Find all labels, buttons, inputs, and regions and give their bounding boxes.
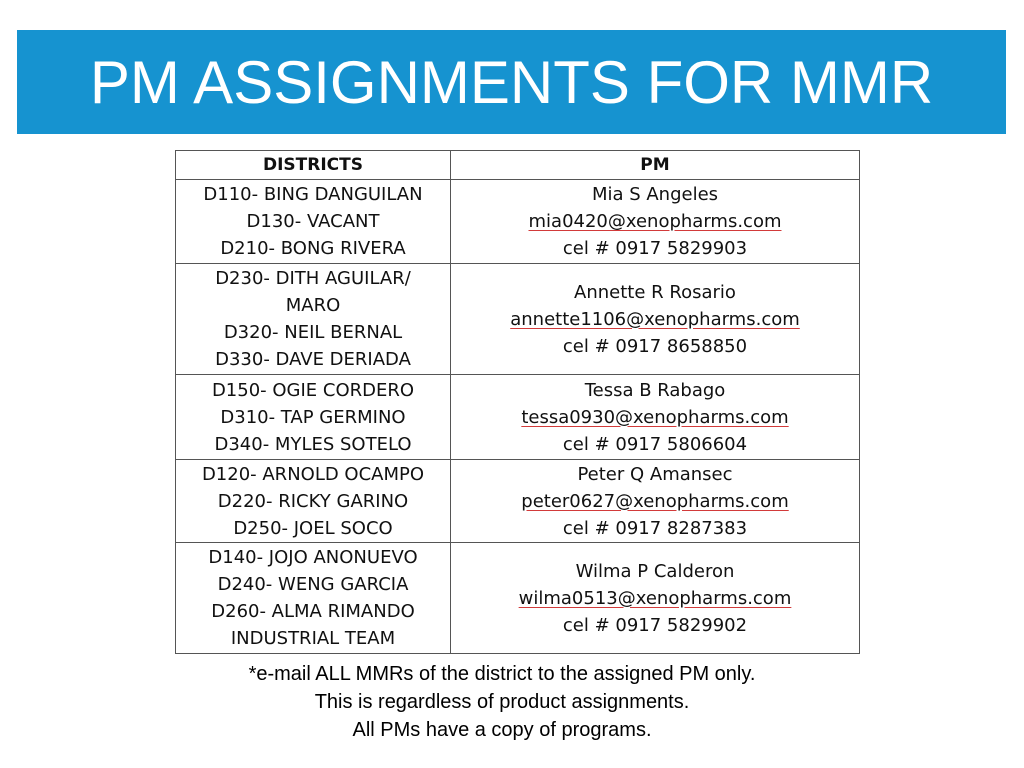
pm-cel: cel # 0917 8287383 [562,517,748,539]
pm-cell [451,264,860,375]
pm-name: Annette R Rosario [574,281,736,303]
pm-email-link[interactable]: mia0420@xenopharms.com [528,211,782,232]
footnote [0,660,1004,744]
district-line: D340- MYLES SOTELO [214,433,412,455]
pm-cell [451,180,860,264]
district-line: D140- JOJO ANONUEVO [208,547,418,568]
district-line: D310- TAP GERMINO [220,406,406,428]
pm-cell [451,375,860,460]
table-row [176,460,860,543]
district-line: D330- DAVE DERIADA [215,349,411,370]
districts-cell [176,264,451,375]
district-line: D150- OGIE CORDERO [211,379,415,401]
page-title: PM ASSIGNMENTS FOR MMR [89,48,934,116]
table-row [176,264,860,375]
pm-name: Mia S Angeles [591,184,719,205]
pm-name: Peter Q Amansec [577,463,733,485]
pm-cell [451,460,860,543]
table-header-row [176,151,860,180]
district-line: D230- DITH AGUILAR/ [215,268,411,289]
footnote-line: This is regardless of product assignments. [314,691,690,713]
assignments-table [175,150,860,654]
district-line: D320- NEIL BERNAL [223,322,403,343]
districts-cell [176,375,451,460]
pm-email-link[interactable]: wilma0513@xenopharms.com [518,587,792,609]
district-line: INDUSTRIAL TEAM [230,628,396,649]
pm-header: PM [451,151,860,180]
district-line: D120- ARNOLD OCAMPO [201,463,425,485]
pm-cel: cel # 0917 5806604 [562,433,748,455]
pm-name: Tessa B Rabago [584,379,726,401]
footnote-line: *e-mail ALL MMRs of the district to the assigned PM only. [248,663,756,685]
table-row [176,543,860,654]
pm-email-link[interactable]: annette1106@xenopharms.com [510,308,800,330]
table-row [176,375,860,460]
pm-cel: cel # 0917 5829902 [562,614,748,636]
pm-cel: cel # 0917 8658850 [562,335,748,357]
districts-cell [176,460,451,543]
districts-cell [176,180,451,264]
districts-cell [176,543,451,654]
pm-cel: cel # 0917 5829903 [562,238,748,259]
table-row [176,180,860,264]
district-line: D110- BING DANGUILAN [203,184,423,205]
districts-header: DISTRICTS [176,151,451,180]
district-line: D250- JOEL SOCO [233,517,393,539]
district-line: MARO [285,295,341,316]
pm-email-link[interactable]: peter0627@xenopharms.com [521,490,789,512]
footnote-line: All PMs have a copy of programs. [352,719,652,741]
district-line: D260- ALMA RIMANDO [211,601,415,622]
district-line: D130- VACANT [246,211,380,232]
district-line: D210- BONG RIVERA [220,238,406,259]
pm-email-link[interactable]: tessa0930@xenopharms.com [521,406,789,428]
pm-cell [451,543,860,654]
pm-name: Wilma P Calderon [575,560,735,582]
district-line: D240- WENG GARCIA [217,574,409,595]
district-line: D220- RICKY GARINO [217,490,409,512]
title-banner [17,30,1006,134]
